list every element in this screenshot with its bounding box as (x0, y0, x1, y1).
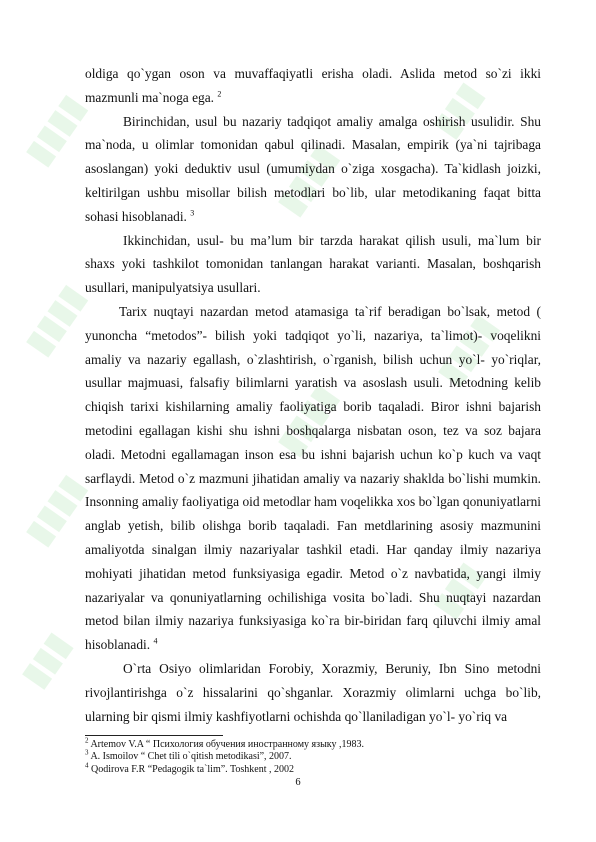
watermark-glyph: ▮▮▮▮ (18, 88, 93, 172)
footnote-ref: 2 (217, 89, 222, 99)
footnote: $^4$ Qodirova F.R “Pedagogik ta`lim”. Toshkent , 2002 (85, 761, 295, 775)
paragraph: oldiga qo`ygan oson va muvaffaqiyatli erisha oladi. Aslida metod so`zi ikki mazmunli ma`noga ega. $^2$ (85, 66, 541, 105)
paragraph: Birinchidan, usul bu nazariy tadqiqot amaliy amalga oshirish usulidir. Shu ma`noda, u olimlar tomonidan qabul qilinadi. Masalan, empirik (ya`ni tajribaga asoslangan) yoki deduktiv usul (umumiydan o`ziga xosgacha). Ta`kidlash joizki, keltirilgan ushbu misollar bilish metodlari bo`lib, ular metodikaning faqat bitta sohasi hisoblanadi. $^3$ (85, 113, 541, 224)
watermark-glyph: ▮▮▮ (14, 626, 78, 694)
watermark-glyph: ▮▮▮▮ (270, 378, 345, 462)
watermark-glyph: ▮▮▮▮ (18, 278, 93, 362)
watermark-glyph: ▮▮▮▮ (270, 138, 345, 222)
watermark-glyph: ▮▮▮ (426, 76, 490, 144)
footnotes (85, 736, 541, 776)
page-number: 6 (295, 777, 301, 788)
watermark-glyph: ▮▮▮ (426, 556, 490, 624)
footnote-divider (85, 735, 223, 736)
footnote-ref: 3 (190, 208, 195, 218)
paragraph: Ikkinchidan, usul- bu ma’lum bir tarzda harakat qilish usuli, ma`lum bir shaxs yoki tashkilot tomonidan tanlangan harakat varianti. Masalan, boshqarish usullari, manipulyatsiya usullari. (85, 232, 541, 296)
watermark-glyph: ▮▮▮▮ (430, 308, 505, 392)
footnote-ref: 4 (153, 636, 158, 646)
document-body (85, 62, 541, 728)
watermark-glyph: ▮▮▮▮ (18, 468, 93, 552)
paragraph: O`rta Osiyo olimlaridan Forobiy, Xorazmiy, Beruniy, Ibn Sino metodni rivojlantirishga o`z hissalarini qo`shganlar. Xorazmiy olimlarni uchga bo`lib, ularning bir qismi ilmiy kashfiyotlarni ochishda qo`llaniladigan yo`l- yo`riq va (85, 660, 541, 724)
paragraph: Tarix nuqtayi nazardan metod atamasiga ta`rif beradigan bo`lsak, metod ( yunoncha “metodos”- bilish yoki tadqiqot yo`li, nazariya, ta`limot)- voqelikni amaliy va nazariy egallash, o`zlashtirish, o`rganish, bilish uchun yo`l- yo`riqlar, usullar majmuasi, falsafiy bilimlarni yaratish va asoslash usuli. Metodning kelib chiqish tarixi kishilarning amaliy faoliyatiga borib taqaladi. Biror ishni bajarish metodini egallagan kishi shu ishni boshqalarga nisbatan oson, tez va soz bajara oladi. Metodni egallamagan inson esa bu ishni bajarish uchun ko`p kuch va vaqt sarflaydi. Metod o`z mazmuni jihatidan amaliy va nazariy shaklda bo`lishi mumkin. Insonning amaliy faoliyatiga oid metodlar ham voqelikka xos bo`lgan qonuniyatlarni anglab yetish, bilib olishga borib taqaladi. Fan metdlarining asosiy mazmunini amaliyotda sinalgan ilmiy nazariyalar tashkil etadi. Har qanday ilmiy nazariya mohiyati jihatidan metod funksiyasiga egadir. Metod o`z navbatida, yangi ilmiy nazariyalar va qonuniyatlarning ochilishiga vosita bo`ladi. Shu nuqtayi nazardan metod bilan ilmiy nazariya funksiyasiga ko`ra bir-biridan farq qiluvchi ilmiy amal hisoblanadi. $^4$ (85, 303, 541, 653)
footnote: $^2$ Artemov V.A “ Психология обучения иностранному языку ,1983. (85, 736, 365, 750)
footnote: $^3$ A. Ismoilov “ Chet tili o`qitish metodikasi”, 2007. (85, 749, 292, 763)
